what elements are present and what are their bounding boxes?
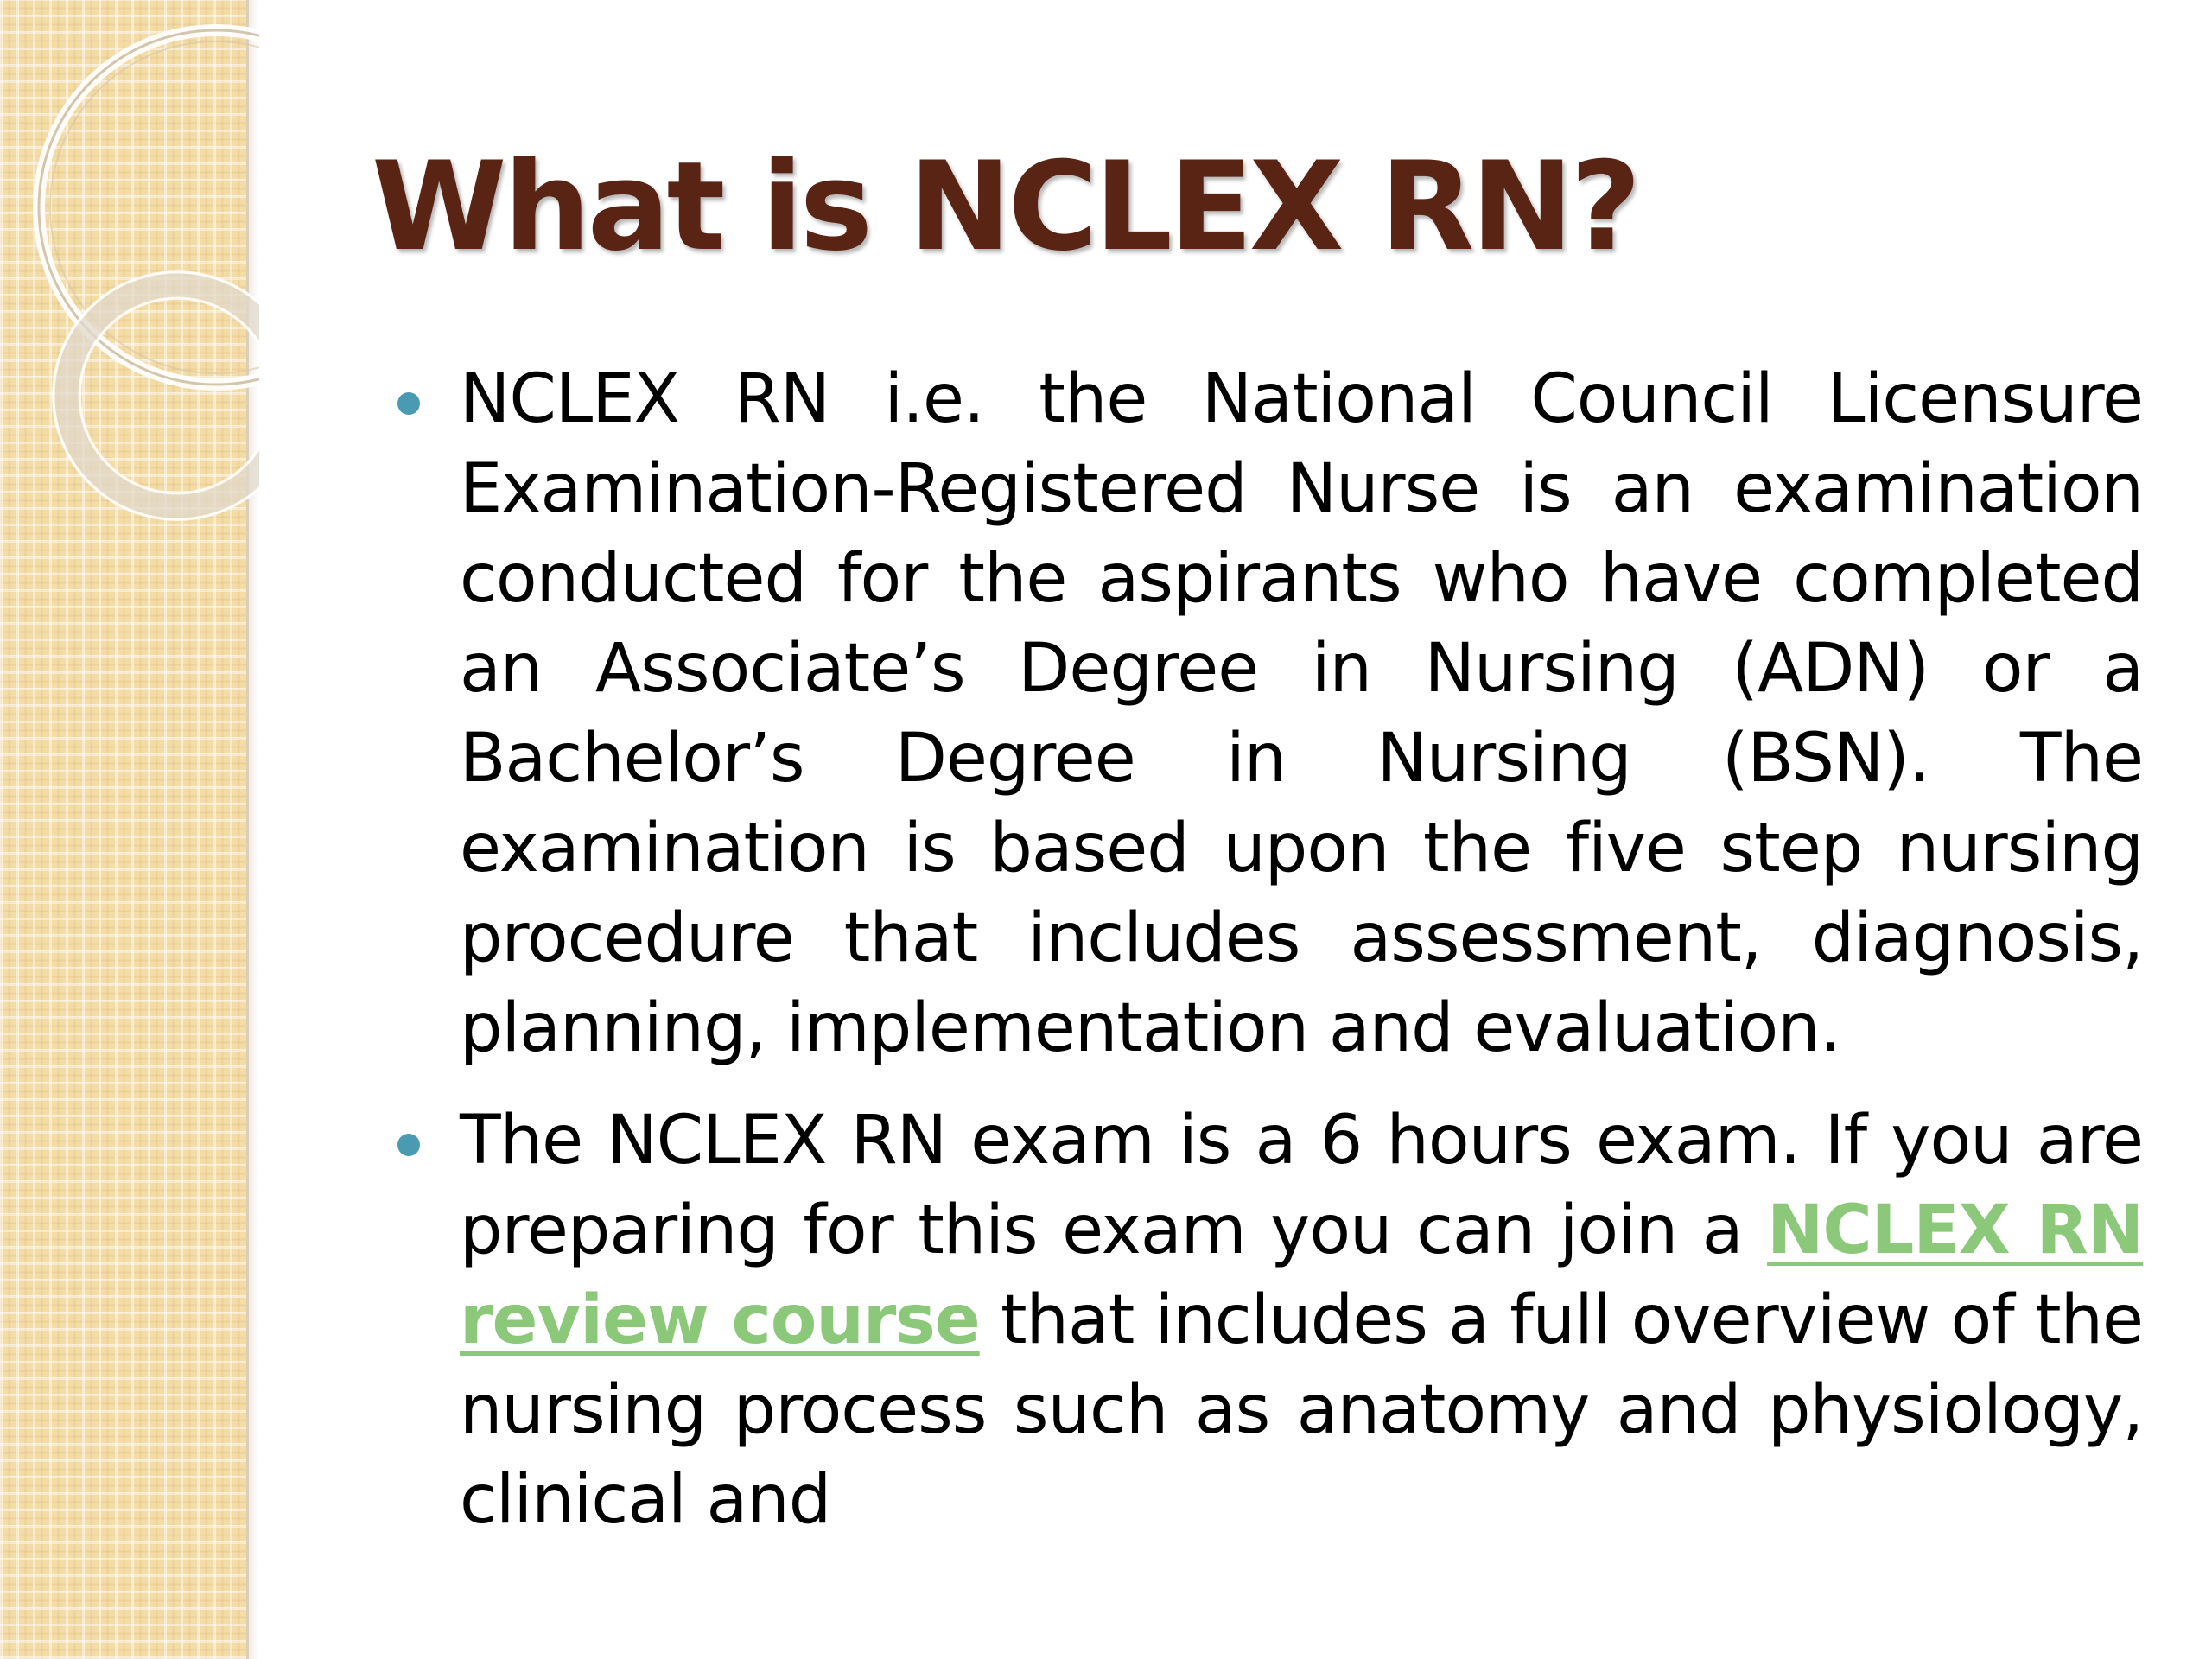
bullet-item: [372, 354, 2143, 1073]
bullet-list: [372, 354, 2143, 1567]
bullet-dot-icon: [397, 1134, 420, 1156]
bullet-text-before-link: The NCLEX RN exam is a 6 hours exam. If you are preparing for this exam you can join a: [460, 1102, 2143, 1269]
bullet-dot-icon: [397, 392, 420, 415]
bullet-text: NCLEX RN i.e. the National Council Licensure Examination-Registered Nurse is an examination conducted for the aspirants who have completed an Associate’s Degree in Nursing (ADN) or a Bachelor’s Degree in Nursing (BSN). The examination is based upon the five step nursing procedure that includes assessment, diagnosis, planning, implementation and evaluation.: [460, 360, 2143, 1067]
ring-decoration-icon: [0, 0, 259, 553]
bullet-text-after-link: that includes a full overview of the nursing process such as anatomy and physiology, clinical and: [460, 1281, 2144, 1539]
bullet-item: [372, 1096, 2143, 1545]
bullet-text: [460, 1096, 2143, 1545]
review-course-link[interactable]: NCLEX RN review course: [460, 1192, 2144, 1359]
slide-content: [372, 130, 2144, 1539]
slide-title: What is NCLEX RN?: [372, 136, 1638, 278]
